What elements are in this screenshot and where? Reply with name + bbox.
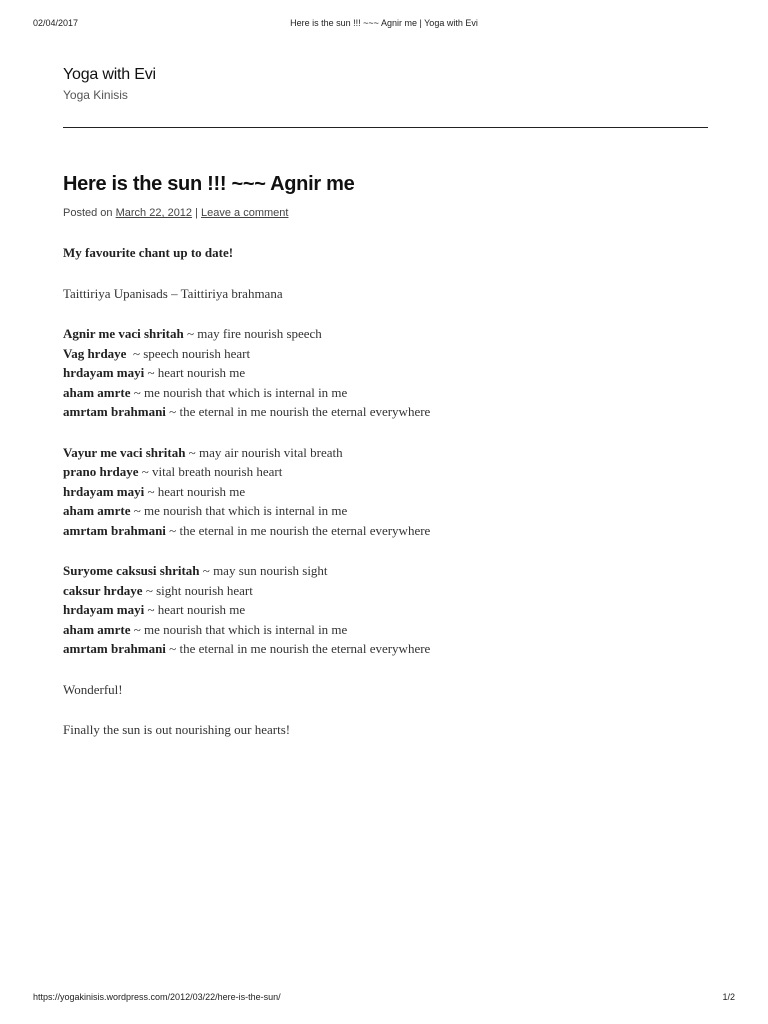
post-content — [63, 243, 708, 740]
sanskrit-term: aham amrte — [63, 503, 131, 518]
chant-line — [63, 324, 708, 344]
post-source: Taittiriya Upanisads – Taittiriya brahmana — [63, 285, 283, 301]
print-page-title: Here is the sun !!! ~~~ Agnir me | Yoga with Evi — [290, 18, 478, 28]
sanskrit-term: prano hrdaye — [63, 464, 139, 479]
chant-stanza — [63, 443, 708, 541]
translation: ~ heart nourish me — [144, 365, 246, 380]
translation: ~ the eternal in me nourish the eternal everywhere — [165, 641, 431, 656]
posted-on-label: Posted on — [63, 207, 113, 219]
meta-separator: | — [195, 207, 198, 219]
print-footer — [33, 992, 735, 1006]
chant-line — [63, 402, 708, 422]
translation: ~ sight nourish heart — [142, 582, 253, 598]
sanskrit-term: Vayur me vaci shritah — [63, 444, 186, 460]
translation: ~ speech nourish heart — [126, 345, 251, 361]
translation: ~ vital breath nourish heart — [138, 464, 283, 479]
post-meta — [63, 207, 708, 219]
chant-line — [63, 482, 708, 502]
print-header — [33, 18, 735, 32]
chant-line — [63, 443, 708, 463]
print-date: 02/04/2017 — [33, 18, 79, 28]
post-lead: My favourite chant up to date! — [63, 245, 234, 260]
sanskrit-term: aham amrte — [63, 384, 131, 400]
page-number: 1/2 — [722, 992, 735, 1002]
chant-line — [63, 620, 708, 640]
post-title: Here is the sun !!! ~~~ Agnir me — [63, 173, 355, 195]
closing-line: Wonderful! — [63, 681, 123, 697]
site-title[interactable]: Yoga with Evi — [63, 66, 156, 83]
translation: ~ me nourish that which is internal in me — [130, 384, 348, 400]
translation: ~ may fire nourish speech — [183, 326, 322, 341]
sanskrit-term: hrdayam mayi — [63, 483, 145, 499]
translation: ~ me nourish that which is internal in me — [130, 621, 348, 637]
sanskrit-term: hrdayam mayi — [63, 365, 145, 380]
chant-line — [63, 383, 708, 403]
post-article — [63, 173, 708, 761]
translation: ~ heart nourish me — [144, 602, 246, 617]
site-description: Yoga Kinisis — [63, 88, 128, 102]
header-divider — [63, 127, 708, 128]
chant-line — [63, 581, 708, 601]
sanskrit-term: Suryome caksusi shritah — [63, 563, 200, 578]
site-header — [63, 66, 708, 102]
leave-comment-link[interactable]: Leave a comment — [201, 207, 289, 219]
sanskrit-term: amrtam brahmani — [63, 522, 166, 538]
sanskrit-term: Agnir me vaci shritah — [63, 326, 184, 341]
chant-stanza — [63, 324, 708, 422]
chant-line — [63, 501, 708, 521]
translation: ~ heart nourish me — [144, 483, 246, 499]
sanskrit-term: hrdayam mayi — [63, 602, 145, 617]
chant-line — [63, 363, 708, 383]
chant-line — [63, 561, 708, 581]
sanskrit-term: amrtam brahmani — [63, 641, 166, 656]
translation: ~ may air nourish vital breath — [185, 444, 343, 460]
chant-stanzas — [63, 324, 708, 659]
post-date-link[interactable]: March 22, 2012 — [115, 207, 193, 219]
sanskrit-term: Vag hrdaye — [63, 345, 127, 361]
chant-stanza — [63, 561, 708, 659]
chant-line — [63, 600, 708, 620]
sanskrit-term: amrtam brahmani — [63, 404, 166, 419]
chant-line — [63, 462, 708, 482]
sanskrit-term: caksur hrdaye — [63, 582, 143, 598]
translation: ~ me nourish that which is internal in me — [130, 503, 348, 518]
translation: ~ the eternal in me nourish the eternal everywhere — [165, 522, 431, 538]
chant-line — [63, 521, 708, 541]
translation: ~ may sun nourish sight — [199, 563, 328, 578]
translation: ~ the eternal in me nourish the eternal everywhere — [165, 404, 431, 419]
print-url: https://yogakinisis.wordpress.com/2012/03/22/here-is-the-sun/ — [33, 992, 281, 1002]
chant-line — [63, 344, 708, 364]
sanskrit-term: aham amrte — [63, 621, 131, 637]
chant-line — [63, 639, 708, 659]
closing-line: Finally the sun is out nourishing our hearts! — [63, 722, 291, 737]
